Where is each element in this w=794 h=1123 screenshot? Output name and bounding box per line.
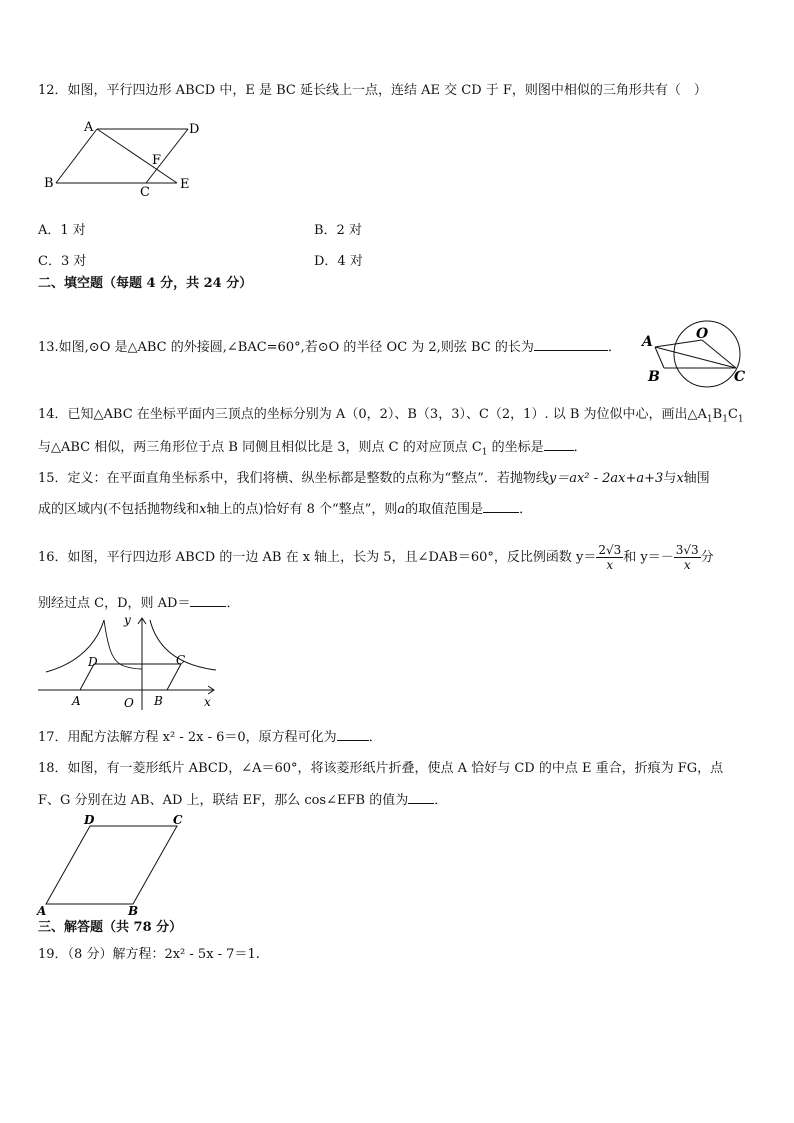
q12-option-b[interactable]: B．2 对: [314, 223, 362, 238]
label-e: E: [180, 177, 190, 192]
q16-fraction-1: [596, 543, 623, 572]
q18-figure: [36, 812, 192, 918]
q14-sub-c1: 1: [737, 414, 744, 425]
q17-answer-blank[interactable]: [337, 728, 369, 741]
q15-answer-blank[interactable]: [483, 500, 519, 513]
q14-line-2: [38, 438, 587, 462]
q14-c: C: [727, 407, 738, 422]
label-c: C: [140, 185, 150, 198]
label-a: A: [72, 694, 81, 708]
section-2-title: 二、填空题（每题 4 分，共 24 分）: [38, 276, 253, 291]
q15-tail: ．: [519, 502, 533, 517]
q15-text-1b: 与: [663, 471, 677, 486]
q16-tail: ．: [226, 596, 240, 611]
q14-line-1: [38, 406, 744, 429]
label-c: C: [176, 653, 186, 667]
label-f: F: [152, 153, 162, 168]
q16-text-1a: 16．如图，平行四边形 ABCD 的一边 AB 在 x 轴上，长为 5，且∠DAB＝60°，反比例函数 y＝: [38, 550, 597, 565]
q14-answer-blank[interactable]: [544, 438, 574, 451]
label-c: C: [173, 813, 183, 827]
q16-answer-blank[interactable]: [190, 594, 226, 607]
q17-stem: [38, 728, 382, 747]
q13-figure: [640, 318, 748, 388]
q14-sub-b1: 1: [722, 414, 728, 425]
q16-figure: [38, 612, 228, 710]
q14-tail: ．: [573, 440, 587, 455]
q15-text-2b: 轴上的点)恰好有 8 个“整点”，则: [206, 502, 398, 517]
q19-stem: 19．（8 分）解方程：2x² - 5x - 7＝1.: [38, 947, 260, 962]
segment-cb: [167, 664, 181, 690]
q16-text-2: 别经过点 C，D，则 AD＝: [38, 596, 191, 611]
q18-text-2: F、G 分别在边 AB、AD 上，联结 EF，那么 cos∠EFB 的值为: [38, 793, 409, 808]
q15-line-1: [38, 470, 710, 488]
q17-tail: ．: [368, 730, 382, 745]
q15-var-a: a: [397, 502, 406, 517]
q18-line-1: 18．如图，有一菱形纸片 ABCD，∠A＝60°，将该菱形纸片折叠，使点 A 恰好与 CD 的中点 E 重合，折痕为 FG，点: [38, 761, 724, 776]
segment-ae: [97, 129, 177, 183]
label-a: A: [642, 334, 653, 350]
q16-line-1: [38, 540, 714, 576]
q14-sub-a1: 1: [706, 414, 713, 425]
q13-text: 13.如图,⊙O 是△ABC 的外接圆,∠BAC=60°,若⊙O 的半径 OC 为 2,则弦 BC 的长为: [38, 340, 534, 355]
q15-text-2a: 成的区域内(不包括抛物线和: [38, 502, 200, 517]
q16-text-1c: 分: [700, 550, 714, 565]
q14-text-1: 14．已知△ABC 在坐标平面内三顶点的坐标分别为 A（0，2）、B（3，3）、C（2，1）. 以 B 为位似中心，画出△A: [38, 407, 707, 422]
segment-ab: [56, 129, 97, 183]
q15-text-1c: 轴围: [683, 471, 710, 486]
q15-line-2: [38, 500, 532, 519]
q14-sub-c1b: 1: [481, 447, 488, 458]
q18-answer-blank[interactable]: [408, 791, 434, 804]
q17-text: 17．用配方法解方程 x² - 2x - 6＝0，原方程可化为: [38, 730, 337, 745]
label-o: O: [124, 696, 134, 710]
q14-text-2b: 的坐标是: [487, 440, 544, 455]
q15-var-x2: x: [199, 502, 207, 517]
q12-option-d[interactable]: D．4 对: [314, 254, 363, 269]
q12-option-a[interactable]: A．1 对: [38, 223, 86, 238]
label-d: D: [88, 655, 98, 669]
segment-ao: [655, 340, 702, 347]
rhombus-abcd: [46, 826, 177, 904]
q16-text-1b: 和 y＝－: [623, 550, 674, 565]
q14-b: B: [712, 407, 723, 422]
q15-text-2c: 的取值范围是: [405, 502, 484, 517]
q15-text-1a: 15．定义：在平面直角坐标系中，我们将横、纵坐标都是整数的点称为“整点”．若抛物线: [38, 471, 549, 486]
label-b: B: [128, 904, 139, 918]
q16-frac1-den: x: [606, 558, 614, 572]
q14-text-2a: 与△ABC 相似，两三角形位于点 B 同侧且相似比是 3，则点 C 的对应顶点 C: [38, 440, 482, 455]
label-x: x: [204, 695, 211, 709]
q18-line-2: [38, 791, 447, 810]
q16-line-2: [38, 594, 239, 613]
curve-left-upper: [104, 620, 142, 669]
label-o: O: [696, 326, 709, 342]
q16-fraction-2: [674, 543, 701, 572]
section-3-title: 三、解答题（共 78 分）: [38, 920, 183, 935]
q13-stem: [38, 338, 621, 357]
segment-ab: [655, 347, 664, 368]
q13-tail: ．: [607, 340, 621, 355]
q12-option-c[interactable]: C．3 对: [38, 254, 87, 269]
q18-tail: ．: [434, 793, 448, 808]
q15-var-x: x: [676, 471, 684, 486]
label-c: C: [734, 369, 746, 385]
q15-parabola-expr: y＝ax² - 2ax+a+3: [548, 471, 664, 486]
q13-answer-blank[interactable]: [534, 338, 608, 351]
label-a: A: [84, 120, 94, 135]
q12-stem: 12．如图，平行四边形 ABCD 中，E 是 BC 延长线上一点，连结 AE 交 CD 于 F，则图中相似的三角形共有（ ）: [38, 83, 707, 98]
q16-frac2-den: x: [683, 558, 691, 572]
label-d: D: [189, 122, 200, 137]
label-y: y: [124, 613, 131, 627]
q16-frac2-num: 3√3: [675, 543, 699, 557]
label-b: B: [154, 694, 163, 708]
q12-figure: [40, 116, 200, 198]
label-d: D: [84, 813, 95, 827]
q16-frac1-num: 2√3: [598, 543, 622, 557]
label-b: B: [44, 176, 54, 191]
label-b: B: [648, 369, 660, 385]
label-a: A: [37, 904, 47, 918]
